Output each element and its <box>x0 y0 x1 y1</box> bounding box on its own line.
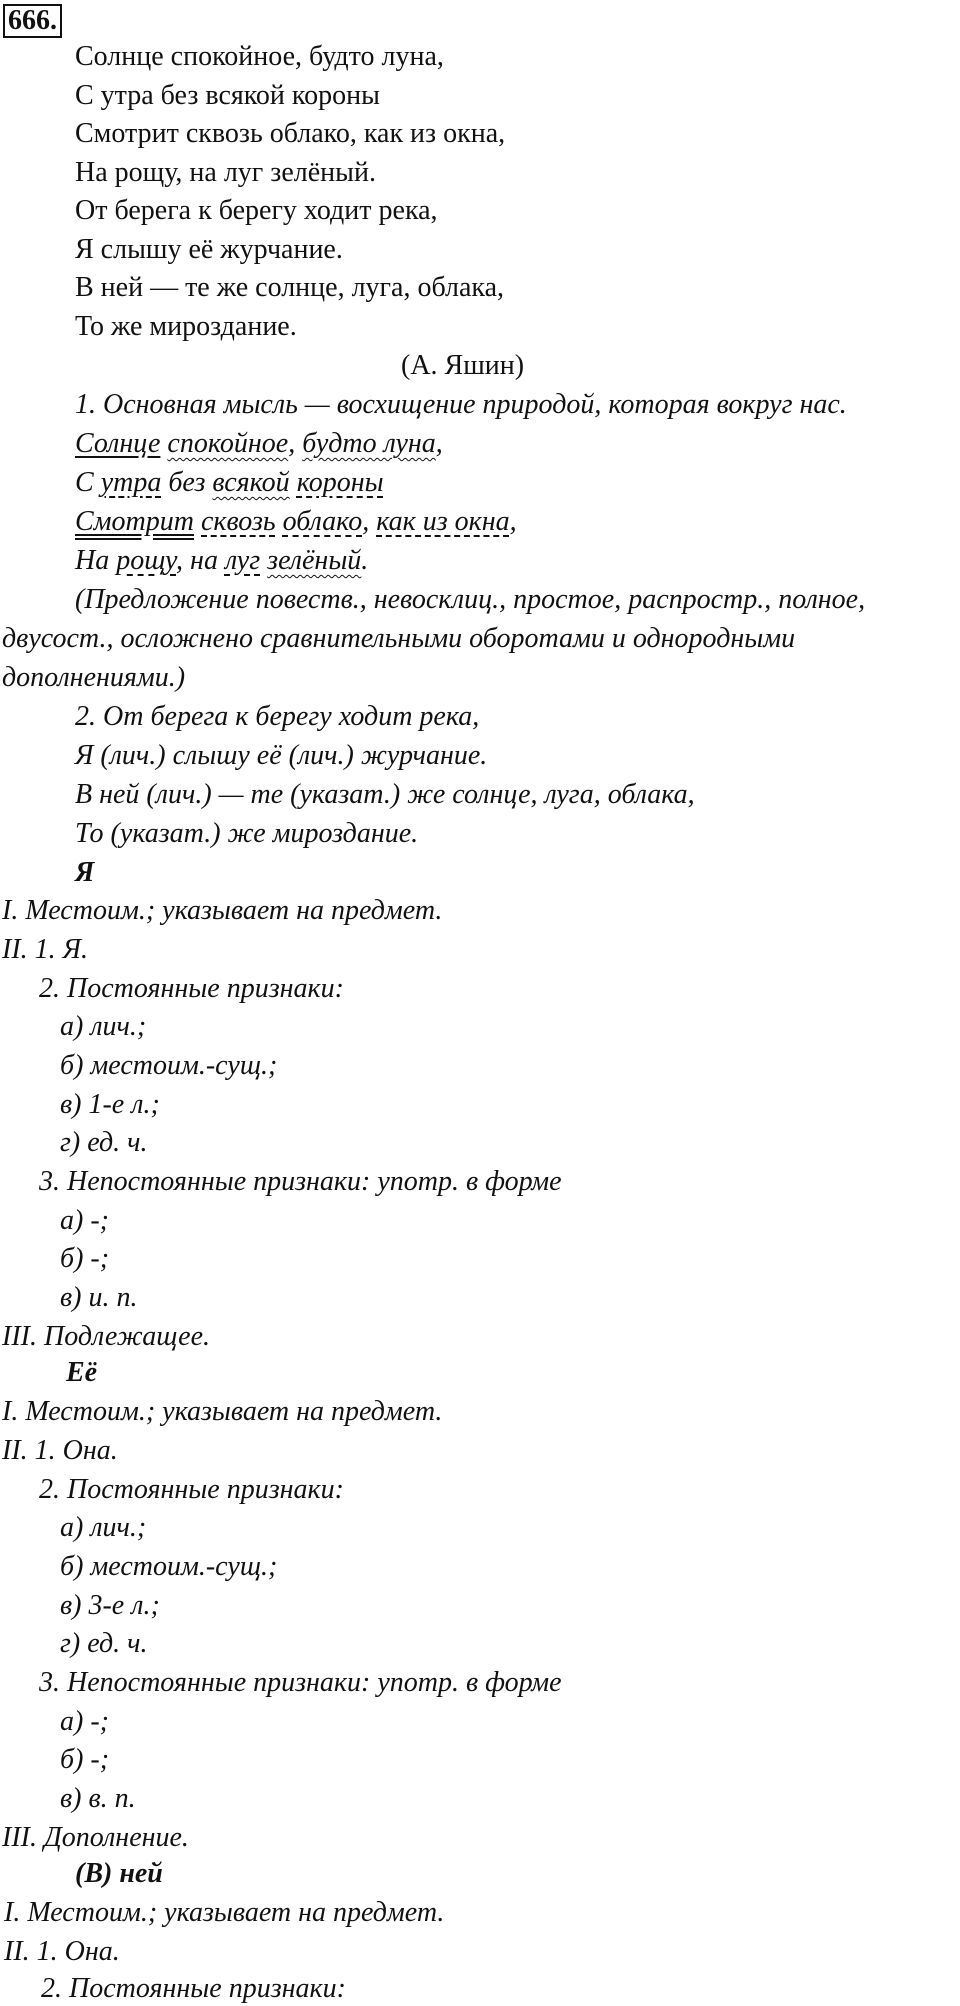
task2-line: Я (лич.) слышу её (лич.) журчание. <box>75 740 488 771</box>
comparative-phrase: будто луна <box>302 428 436 459</box>
poem-line: То же мироздание. <box>75 311 297 342</box>
object-word: луг <box>224 545 261 576</box>
sentence-characteristic: (Предложение повеств., невосклиц., простое, распростр., полное, <box>75 584 866 615</box>
analysis-line: 2. Постоянные признаки: <box>41 1973 346 2004</box>
analysis-line: в) 1-е л.; <box>60 1089 160 1120</box>
analysis-line: 2. Постоянные признаки: <box>39 1474 344 1505</box>
poem-line: В ней — те же солнце, луга, облака, <box>75 272 505 303</box>
poem-author: (А. Яшин) <box>401 350 525 381</box>
poem-line: Смотрит сквозь облако, как из окна, <box>75 118 506 149</box>
analysis-line: I. Местоим.; указывает на предмет. <box>4 1897 445 1928</box>
analysis-line: б) местоим.-сущ.; <box>60 1551 278 1582</box>
analysis-heading: Её <box>66 1357 98 1388</box>
analysis-line: в) 3-е л.; <box>60 1590 160 1621</box>
analysis-line: б) местоим.-сущ.; <box>60 1050 278 1081</box>
parsed-line-4: На рощу, на луг зелёный. <box>75 545 369 576</box>
analysis-line: б) -; <box>60 1243 110 1274</box>
poem-line: С утра без всякой короны <box>75 80 380 111</box>
analysis-line: г) ед. ч. <box>60 1127 148 1158</box>
analysis-line: III. Дополнение. <box>2 1822 189 1853</box>
task2-line: 2. От берега к берегу ходит река, <box>75 701 480 732</box>
analysis-line: г) ед. ч. <box>60 1628 148 1659</box>
analysis-line: 3. Непостоянные признаки: употр. в форме <box>39 1667 562 1698</box>
adverbial-word: короны <box>296 467 384 498</box>
analysis-line: в) и. п. <box>60 1282 138 1313</box>
attribute-word: всякой <box>212 467 290 498</box>
analysis-line: 3. Непостоянные признаки: употр. в форме <box>39 1166 562 1197</box>
poem-line: На рощу, на луг зелёный. <box>75 157 376 188</box>
analysis-line: а) лич.; <box>60 1011 147 1042</box>
attribute-word: зелёный <box>267 545 362 576</box>
analysis-line: I. Местоим.; указывает на предмет. <box>2 1396 443 1427</box>
poem-line: Я слышу её журчание. <box>75 234 343 265</box>
analysis-heading: Я <box>75 857 95 888</box>
analysis-line: а) -; <box>60 1706 109 1737</box>
analysis-line: а) лич.; <box>60 1512 147 1543</box>
sentence-characteristic: двусост., осложнено сравнительными оборотами и однородными <box>2 623 796 654</box>
parsed-line-3: Смотрит сквозь облако, как из окна, <box>75 506 517 537</box>
analysis-line: II. 1. Я. <box>2 934 89 965</box>
exercise-number: 666. <box>3 4 62 38</box>
predicate-word: Смотрит <box>75 506 194 537</box>
analysis-line: I. Местоим.; указывает на предмет. <box>2 895 443 926</box>
analysis-line: II. 1. Она. <box>2 1435 118 1466</box>
attribute-word: спокойное <box>167 428 289 459</box>
analysis-line: б) -; <box>60 1744 110 1775</box>
task2-line: В ней (лич.) — те (указат.) же солнце, луга, облака, <box>75 779 695 810</box>
adverbial-word: сквозь <box>201 506 276 537</box>
poem-line: От берега к берегу ходит река, <box>75 195 438 226</box>
analysis-line: III. Подлежащее. <box>2 1321 210 1352</box>
analysis-heading: (В) ней <box>75 1858 163 1889</box>
analysis-line: II. 1. Она. <box>4 1936 120 1967</box>
adverbial-word: утра <box>100 467 162 498</box>
adverbial-word: облако <box>282 506 363 537</box>
task1-main-idea: 1. Основная мысль — восхищение природой, которая вокруг нас. <box>75 389 847 420</box>
analysis-line: 2. Постоянные признаки: <box>39 973 344 1004</box>
comparative-phrase: как из окна <box>376 506 510 537</box>
object-word: рощу <box>116 545 177 576</box>
analysis-line: а) -; <box>60 1205 109 1236</box>
parsed-line-2: С утра без всякой короны <box>75 467 384 498</box>
parsed-line-1: Солнце спокойное, будто луна, <box>75 428 443 459</box>
task2-line: То (указат.) же мироздание. <box>75 818 419 849</box>
subject-word: Солнце <box>75 428 161 459</box>
poem-line: Солнце спокойное, будто луна, <box>75 41 444 72</box>
sentence-characteristic: дополнениями.) <box>2 662 186 693</box>
analysis-line: в) в. п. <box>60 1783 136 1814</box>
